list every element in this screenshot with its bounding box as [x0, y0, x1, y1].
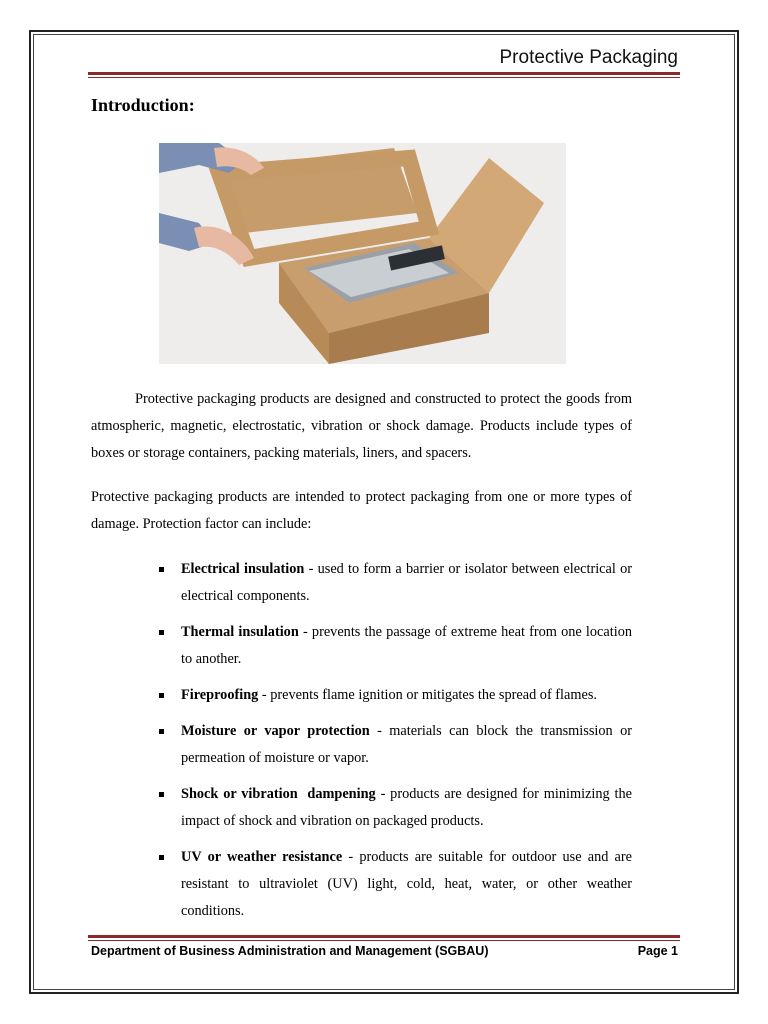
bullet-term: Fireproofing [181, 687, 259, 703]
bullet-icon [159, 630, 164, 635]
protection-factor-list [159, 556, 632, 934]
bullet-desc: - materials can block the transmission or permeation of moisture or vapor. [181, 723, 632, 766]
bullet-desc: - prevents the passage of extreme heat from one location to another. [181, 624, 632, 667]
intro-heading: Introduction: [91, 95, 195, 115]
bullet-icon [159, 792, 164, 797]
footer-page-number: Page 1 [637, 944, 678, 958]
intro-paragraph-2: Protective packaging products are intended to protect packaging from one or more types of damage. Protection factor can include: [91, 489, 632, 532]
list-item [159, 619, 632, 673]
footer-rule [88, 935, 680, 941]
bullet-icon [159, 567, 164, 572]
bullet-term: Moisture or vapor protection [181, 723, 370, 739]
bullet-icon [159, 693, 164, 698]
list-item [159, 682, 632, 709]
bullet-desc: - products are suitable for outdoor use and are resistant to ultraviolet (UV) light, cold, heat, water, or other weather conditions. [181, 849, 632, 919]
list-item [159, 781, 632, 835]
list-item [159, 718, 632, 772]
bullet-term: Shock or vibration dampening [181, 786, 376, 802]
bullet-term: Thermal insulation [181, 624, 299, 640]
bullet-desc: - prevents flame ignition or mitigates the spread of flames. [258, 687, 597, 703]
header-title: Protective Packaging [499, 47, 678, 68]
bullet-desc: - used to form a barrier or isolator between electrical or electrical components. [181, 561, 632, 604]
bullet-term: Electrical insulation [181, 561, 305, 577]
header-rule [88, 72, 680, 78]
bullet-desc: - products are designed for minimizing the impact of shock and vibration on packaged products. [181, 786, 632, 829]
footer-department: Department of Business Administration and Management (SGBAU) [91, 944, 489, 958]
intro-paragraph-1: Protective packaging products are designed and constructed to protect the goods from atmospheric, magnetic, electrostatic, vibration or shock damage. Products include types of boxes or storage containers, packing materials, liners, and spacers. [91, 391, 632, 461]
bullet-icon [159, 729, 164, 734]
bullet-term: UV or weather resistance [181, 849, 343, 865]
bullet-icon [159, 855, 164, 860]
list-item [159, 844, 632, 925]
packaging-photo [159, 143, 566, 364]
list-item [159, 556, 632, 610]
